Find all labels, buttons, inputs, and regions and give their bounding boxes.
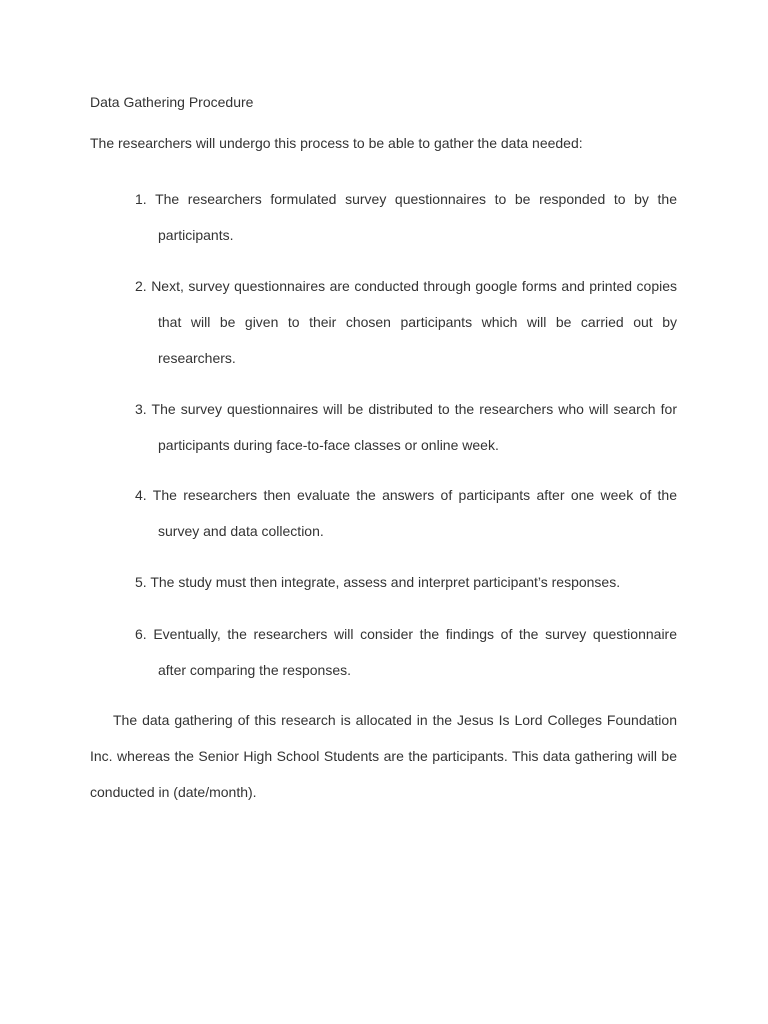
list-item-number: 2. xyxy=(135,278,147,294)
list-item-text: The survey questionnaires will be distributed to the researchers who will search for participants during face-to-face classes or online week. xyxy=(151,401,677,453)
closing-paragraph: The data gathering of this research is allocated in the Jesus Is Lord Colleges Foundation Inc. whereas the Senior High School Students are the participants. This data gathering will be conducted in (date/month). xyxy=(90,712,677,800)
list-item-number: 4. xyxy=(135,487,147,503)
list-item-text: Next, survey questionnaires are conducted through google forms and printed copies that will be given to their chosen participants which will be carried out by researchers. xyxy=(151,278,678,366)
list-item-1 xyxy=(135,181,677,253)
list-item-text: Eventually, the researchers will consider the findings of the survey questionnaire after comparing the responses. xyxy=(153,626,677,678)
list-item-4 xyxy=(135,477,677,549)
list-item-6 xyxy=(135,616,677,688)
list-item-text: The study must then integrate, assess and interpret participant’s responses. xyxy=(150,574,621,590)
intro-paragraph: The researchers will undergo this process to be able to gather the data needed: xyxy=(90,135,583,151)
list-item-number: 1. xyxy=(135,191,147,207)
list-item-5 xyxy=(135,564,677,600)
list-item-number: 5. xyxy=(135,574,147,590)
list-item-text: The researchers formulated survey questionnaires to be responded to by the participants. xyxy=(155,191,678,243)
list-item-number: 6. xyxy=(135,626,147,642)
list-item-number: 3. xyxy=(135,401,147,417)
list-item-2 xyxy=(135,268,677,376)
list-item-3 xyxy=(135,391,677,463)
section-heading: Data Gathering Procedure xyxy=(90,94,254,110)
list-item-text: The researchers then evaluate the answers of participants after one week of the survey and data collection. xyxy=(152,487,677,539)
